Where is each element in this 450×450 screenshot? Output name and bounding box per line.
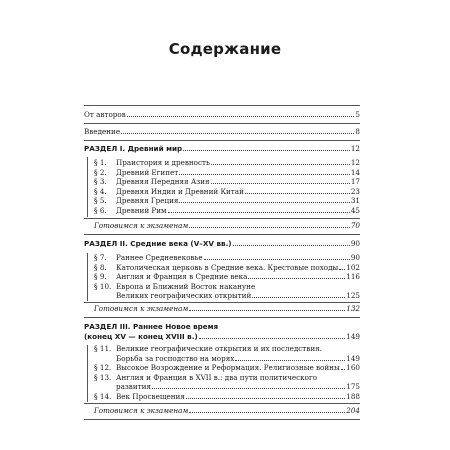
page-title: Содержание: [168, 40, 282, 58]
toc-entry-label: Высокое Возрождение и Реформация. Религиозные войны: [116, 363, 340, 373]
dot-leader: [248, 278, 345, 279]
dot-leader: [211, 183, 350, 184]
toc-entry-label: Древняя Греция: [116, 196, 179, 206]
toc-entry-page: 175: [346, 382, 360, 392]
dot-leader: [211, 164, 350, 165]
dot-leader: [152, 388, 345, 389]
toc-entry-label: Введение: [84, 127, 121, 136]
dot-leader: [179, 174, 350, 175]
toc-entry-number: § 10.: [94, 281, 112, 291]
section-3-items: [84, 344, 360, 402]
dot-leader: [235, 360, 345, 361]
dot-leader: [189, 227, 349, 228]
toc-entry-label: Древний Египет: [116, 167, 179, 177]
dot-leader: [233, 245, 350, 246]
toc-entry-label: Праистория и древность: [116, 158, 210, 167]
toc-entry-continuation[interactable]: [84, 291, 360, 301]
dot-leader: [183, 150, 350, 151]
toc-entry[interactable]: [84, 168, 360, 178]
divider: [84, 317, 360, 318]
dot-leader: [179, 202, 349, 203]
toc-entry-number: § 2.: [94, 167, 107, 177]
section-heading[interactable]: [84, 144, 360, 154]
toc-entry-continuation[interactable]: [84, 354, 360, 364]
toc-entry[interactable]: [84, 206, 360, 216]
section-title-continued: (конец XV — конец XVIII в.): [84, 331, 198, 341]
divider: [84, 234, 360, 235]
dot-leader: [245, 193, 350, 194]
toc-entry-label: Католическая церковь в Средние века. Крестовые походы: [116, 262, 339, 272]
toc-entry[interactable]: [84, 392, 360, 402]
toc-entry-number: § 3.: [94, 177, 107, 187]
toc-entry-page: 149: [346, 353, 360, 363]
toc-entry-label: Готовимся к экзаменам: [94, 406, 189, 415]
section-heading-continuation[interactable]: [84, 332, 360, 342]
toc-entry-label: Век Просвещения: [116, 391, 185, 401]
toc-entry-page: 160: [346, 363, 360, 373]
toc-entry-page: 102: [346, 262, 360, 272]
dot-leader: [204, 259, 350, 260]
dot-leader: [339, 269, 345, 270]
toc-entry-first-line[interactable]: [84, 344, 360, 354]
divider: [84, 218, 360, 219]
dot-leader: [199, 338, 346, 339]
section-2-prep: [84, 304, 360, 314]
toc-entry-page: 204: [346, 406, 360, 415]
toc-entry-first-line[interactable]: [84, 282, 360, 292]
toc-entry-page: 17: [350, 177, 360, 187]
toc-entry-authors[interactable]: [84, 110, 360, 120]
toc-entry-label: Готовимся к экзаменам: [94, 221, 189, 230]
toc-entry-page: 70: [350, 221, 360, 230]
toc-entry-label-continued: Борьба за господство на морях: [116, 353, 235, 363]
toc-entry-label: Англия и Франция в XVII в.: два пути политического: [116, 372, 318, 382]
exam-prep-entry[interactable]: [84, 406, 360, 416]
toc-entry-number: § 6.: [94, 205, 107, 215]
dot-leader: [127, 116, 355, 117]
toc-entry-number: § 9.: [94, 272, 107, 282]
front-matter: [84, 127, 360, 137]
toc-entry-intro[interactable]: [84, 127, 360, 137]
divider: [84, 403, 360, 404]
dot-leader: [189, 412, 345, 413]
toc-entry[interactable]: [84, 363, 360, 373]
dot-leader: [252, 297, 345, 298]
toc-entry-label: Англия и Франция в Средние века: [116, 272, 248, 282]
toc-entry-label: Древняя Передняя Азия: [116, 177, 210, 187]
toc-entry-page: 14: [350, 167, 360, 177]
toc-entry-page: 23: [350, 186, 360, 196]
toc-entry-continuation[interactable]: [84, 382, 360, 392]
toc-entry-label: Готовимся к экзаменам: [94, 304, 189, 313]
section-3: [84, 322, 360, 341]
toc-entry[interactable]: [84, 196, 360, 206]
toc-entry-number: § 4.: [94, 186, 107, 196]
toc-entry[interactable]: [84, 263, 360, 273]
section-2: [84, 239, 360, 249]
toc-entry-first-line[interactable]: [84, 373, 360, 383]
divider: [84, 419, 360, 420]
toc-entry-page: 90: [350, 253, 360, 262]
exam-prep-entry[interactable]: [84, 221, 360, 231]
toc-entry-page: 31: [350, 196, 360, 206]
toc-entry[interactable]: [84, 253, 360, 263]
toc-entry-page: 8: [355, 127, 360, 136]
dot-leader: [341, 369, 346, 370]
section-heading[interactable]: [84, 239, 360, 249]
toc-entry-label: Раннее Средневековье: [116, 253, 203, 262]
toc-entry-number: § 8.: [94, 262, 107, 272]
toc-entry-number: § 12.: [94, 363, 112, 373]
toc-entry-page: 12: [350, 158, 360, 167]
section-page: 149: [346, 331, 360, 341]
toc-entry-number: § 7.: [94, 253, 107, 262]
toc-entry-label: От авторов: [84, 110, 126, 119]
toc-entry[interactable]: [84, 177, 360, 187]
section-heading-first-line[interactable]: [84, 322, 360, 332]
toc-entry-label-continued: развития: [116, 382, 151, 392]
toc-entry-label-continued: Великих географических открытий: [116, 291, 252, 301]
toc-entry-label: Древняя Индия и Древний Китай: [116, 186, 244, 196]
toc-entry-label: Древний Рим: [116, 205, 167, 215]
toc-entry-label: Европа и Ближний Восток накануне: [116, 281, 256, 291]
section-3-prep: [84, 406, 360, 416]
toc-entry-page: 125: [346, 291, 360, 301]
toc-entry-number: § 13.: [94, 372, 112, 382]
toc-entry-number: § 11.: [94, 344, 112, 353]
section-title: РАЗДЕЛ III. Раннее Новое время: [84, 322, 219, 331]
section-1-prep: [84, 221, 360, 231]
toc-entry[interactable]: [84, 187, 360, 197]
divider: [84, 140, 360, 141]
toc-entry-page: 188: [346, 391, 360, 401]
dot-leader: [186, 398, 345, 399]
divider: [84, 302, 360, 303]
toc-entry-page: 132: [346, 304, 360, 313]
divider: [84, 123, 360, 124]
section-title: РАЗДЕЛ I. Древний мир: [84, 144, 183, 153]
section-title: РАЗДЕЛ II. Средние века (V–XV вв.): [84, 239, 232, 248]
dot-leader: [189, 310, 345, 311]
front-matter: [84, 110, 360, 120]
section-1: [84, 144, 360, 154]
toc-entry-page: 116: [346, 272, 360, 282]
section-page: 90: [350, 239, 360, 248]
exam-prep-entry[interactable]: [84, 304, 360, 314]
toc-entry-number: § 14.: [94, 391, 112, 401]
toc-entry-page: 45: [350, 205, 360, 215]
toc-entry[interactable]: [84, 158, 360, 168]
toc-entry[interactable]: [84, 272, 360, 282]
toc-entry-number: § 1.: [94, 158, 107, 167]
toc-entry-number: § 5.: [94, 196, 107, 206]
section-page: 12: [350, 144, 360, 153]
dot-leader: [121, 133, 354, 134]
section-2-items: [84, 253, 360, 301]
section-1-items: [84, 158, 360, 216]
divider: [84, 105, 360, 106]
toc-entry-page: 5: [355, 110, 360, 119]
toc-entry-label: Великие географические открытия и их последствия.: [116, 344, 322, 353]
dot-leader: [168, 212, 350, 213]
